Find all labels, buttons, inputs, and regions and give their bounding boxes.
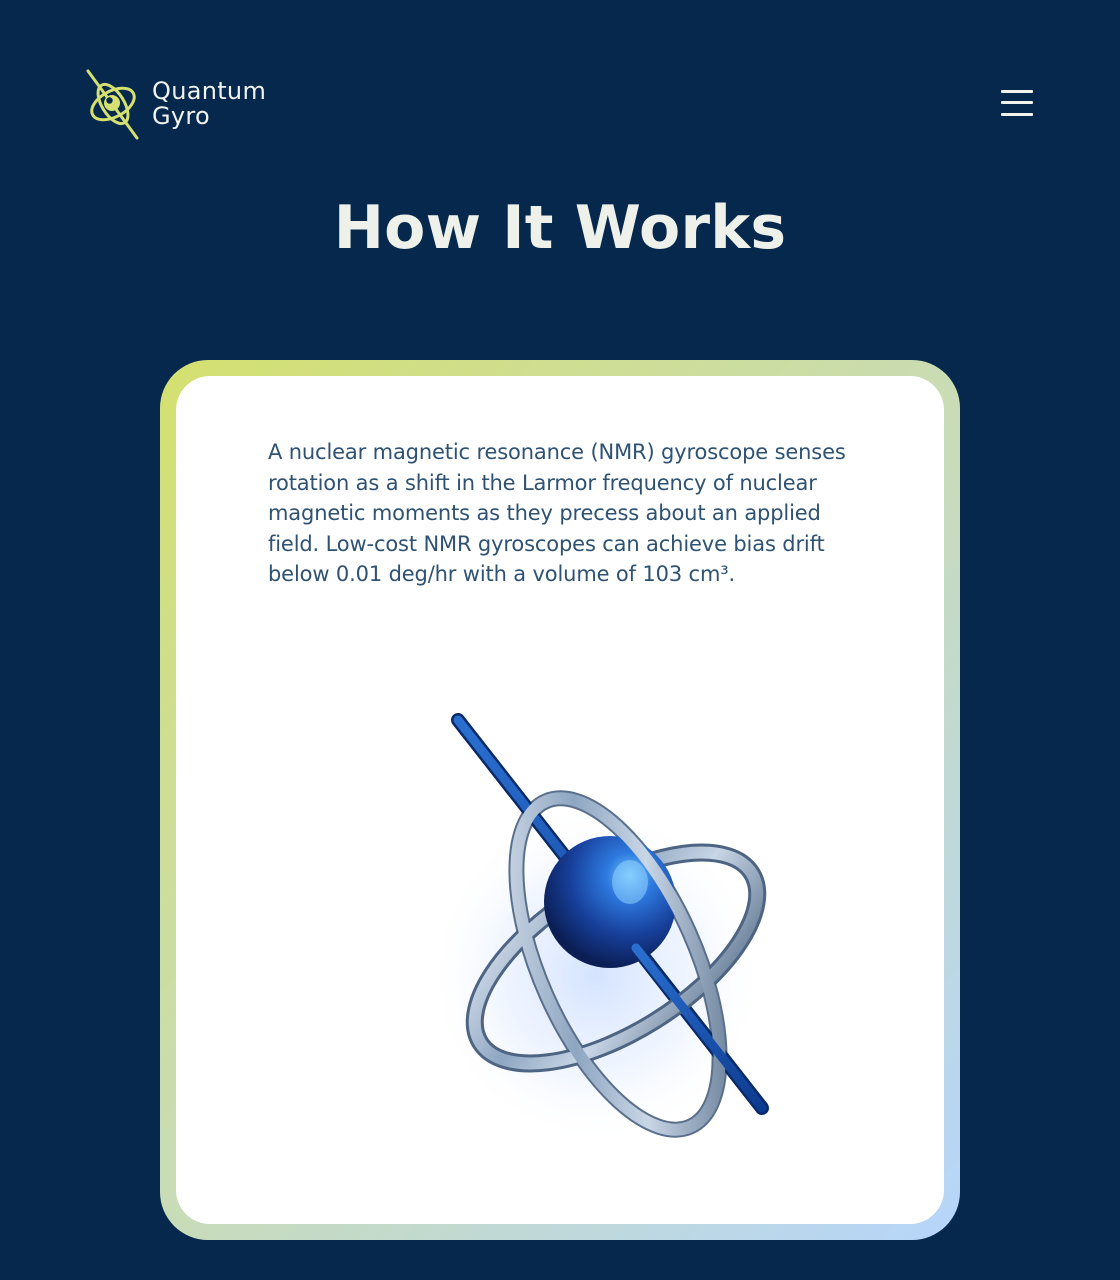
logo-line-2: Gyro <box>152 102 211 130</box>
hamburger-menu-icon[interactable] <box>998 88 1036 120</box>
menu-bar-middle <box>1001 101 1033 104</box>
menu-bar-bottom <box>1001 113 1033 116</box>
card-description: A nuclear magnetic resonance (NMR) gyroscope senses rotation as a shift in the Larmor frequency of nuclear magnetic moments as they precess about an applied field. Low-cost NMR gyroscopes can achieve bias drift below 0.01 deg/hr with a volume of 103 cm³. <box>268 440 846 587</box>
info-card-frame <box>160 360 960 1240</box>
menu-bar-top <box>1001 90 1033 93</box>
atom-gyro-logo-icon <box>84 68 142 140</box>
gyroscope-illustration <box>406 696 886 1196</box>
info-card <box>176 376 944 1224</box>
page-title: How It Works <box>333 193 787 263</box>
logo-text <box>152 79 266 129</box>
logo-link[interactable] <box>84 68 266 140</box>
logo-line-1: Quantum <box>152 77 267 105</box>
site-header <box>0 0 1120 180</box>
